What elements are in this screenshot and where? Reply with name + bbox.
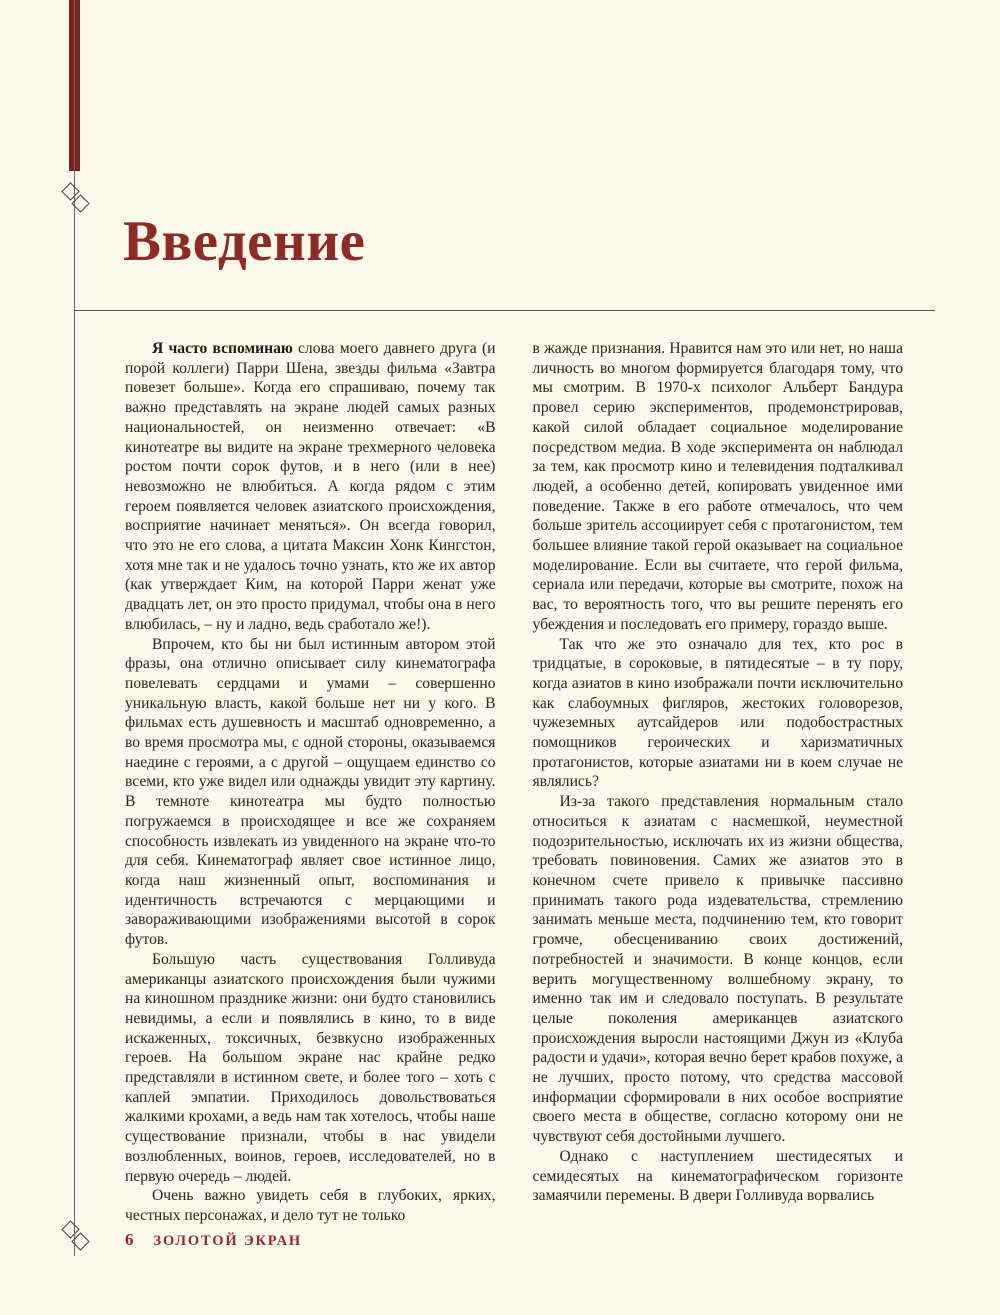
lead-in-phrase: Я часто вспоминаю	[152, 340, 293, 357]
paragraph-text: слова моего давнего друга (и порой коллеги) Парри Шена, звезды фильма «Завтра повезет больше». Когда его спрашиваю, почему так важно представлять на экране людей самых разных национальностей, он неизменно отвечает: «В кинотеатре вы видите на экране трехмерного человека ростом почти сорок футов, и в него (или в нее) невозможно не влюбиться. А когда рядом с этим героем появляется человек азиатского происхождения, восприятие начинает меняться». Он всегда говорил, что это не его слова, а цитата Максин Хонк Кингстон, хотя мне так и не удалось точно узнать, кто же их автор (как утверждает Ким, на которой Парри женат уже двадцать лет, он это просто придумал, чтобы она в него влюбилась, – ну и ладно, ведь сработало же!).	[125, 340, 496, 633]
paragraph: Так что же это означало для тех, кто рос в тридцатые, в сороковые, в пятидесятые – в ту пору, когда азиатов в кино изображали почти исключительно как слабоумных фигляров, жестоких головорезов, чужеземных аутсайдеров или подобострастных помощников героических и харизматичных протагонистов, которые азиатами ни в коем случае не являлись?	[532, 635, 903, 791]
diamond-ornament-top	[61, 184, 97, 218]
left-column	[125, 339, 496, 1226]
text-columns	[125, 339, 903, 1226]
paragraph: Однако с наступлением шестидесятых и семидесятых на кинематографическом горизонте замаячили перемены. В двери Голливуда ворвались	[532, 1147, 903, 1205]
title-divider	[74, 310, 935, 311]
paragraph: Очень важно увидеть себя в глубоких, ярких, честных персонажах, и дело тут не только	[125, 1187, 496, 1224]
paragraph: Впрочем, кто бы ни был истинным автором этой фразы, она отлично описывает силу кинематографа повелевать сердцами и умами – совершенно уникальную власть, какой больше нет ни у кого. В фильмах есть душевность и масштаб одновременно, а во время просмотра мы, с одной стороны, оказываемся наедине с героями, а с другой – ощущаем единство со всеми, кто уже видел или однажды увидит эту картину. В темноте кинотеатра мы будто полностью погружаемся в происходящее и все же сохраняем способность извлекать из увиденного на экране что-то для себя. Кинематограф являет свое истинное лицо, когда наш жизненный опыт, воспоминания и идентичность встречаются с мерцающими и завораживающими изображениями высотой в сорок футов.	[125, 635, 496, 949]
paragraph: Из-за такого представления нормальным стало относиться к азиатам с насмешкой, неуместной подозрительностью, исключать их из жизни общества, требовать повиновения. Самих же азиатов это в конечном счете привело к привычке пассивно принимать такого рода издевательства, стремлению занимать меньше места, подчинению тем, кто говорит громче, обесцениванию своих достижений, потребностей и значимости. В конце концов, если верить могущественному волшебному экрану, то именно так им и следовало поступать. В результате целые поколения американцев азиатского происхождения выросли настоящими Джун из «Клуба радости и удачи», которая вечно берет крабов похуже, а не лучших, просто потому, что средства массовой информации сформировали в них особое восприятие своего места в обществе, согласно которому они не чувствуют себя достойными лучшего.	[532, 793, 903, 1146]
paragraph: Большую часть существования Голливуда американцы азиатского происхождения были чужими на киношном празднике жизни: они будто становились невидимы, а если и появлялись в кино, то в виде искаженных, токсичных, безвкусно изображенных героев. На большом экране нас крайне редко представляли в истинном свете, и более того – хоть с каплей эмпатии. Приходилось довольствоваться жалкими крохами, а ведь нам так хотелось, чтобы наше существование признали, чтобы в нас увидели возлюбленных, воинов, героев, исследователей, но в первую очередь – людей.	[125, 950, 496, 1185]
page-number: 6	[125, 1230, 134, 1249]
diamond-ornament-bottom	[61, 1222, 97, 1256]
chapter-title: Введение	[123, 210, 366, 273]
right-column	[533, 339, 904, 1226]
paragraph	[125, 339, 496, 635]
page-footer	[125, 1230, 302, 1250]
running-title: ЗОЛОТОЙ ЭКРАН	[153, 1233, 302, 1249]
paragraph: в жажде признания. Нравится нам это или нет, но наша личность во многом формируется благодаря тому, что мы смотрим. В 1970-х психолог Альберт Бандура провел серию экспериментов, продемонстрировав, какой силой обладает социальное моделирование посредством медиа. В ходе эксперимента он наблюдал за тем, как просмотр кино и телевидения подталкивал людей, а особенно детей, копировать увиденное ими поведение. Также в его работе отмечалось, что чем больше зритель ассоциирует себя с протагонистом, тем большее влияние такой герой оказывает на социальное моделирование. Если вы считаете, что герой фильма, сериала или передачи, которые вы смотрите, похож на вас, то вероятность того, что вы решите перенять его убеждения и последовать его примеру, гораздо выше.	[532, 340, 903, 633]
